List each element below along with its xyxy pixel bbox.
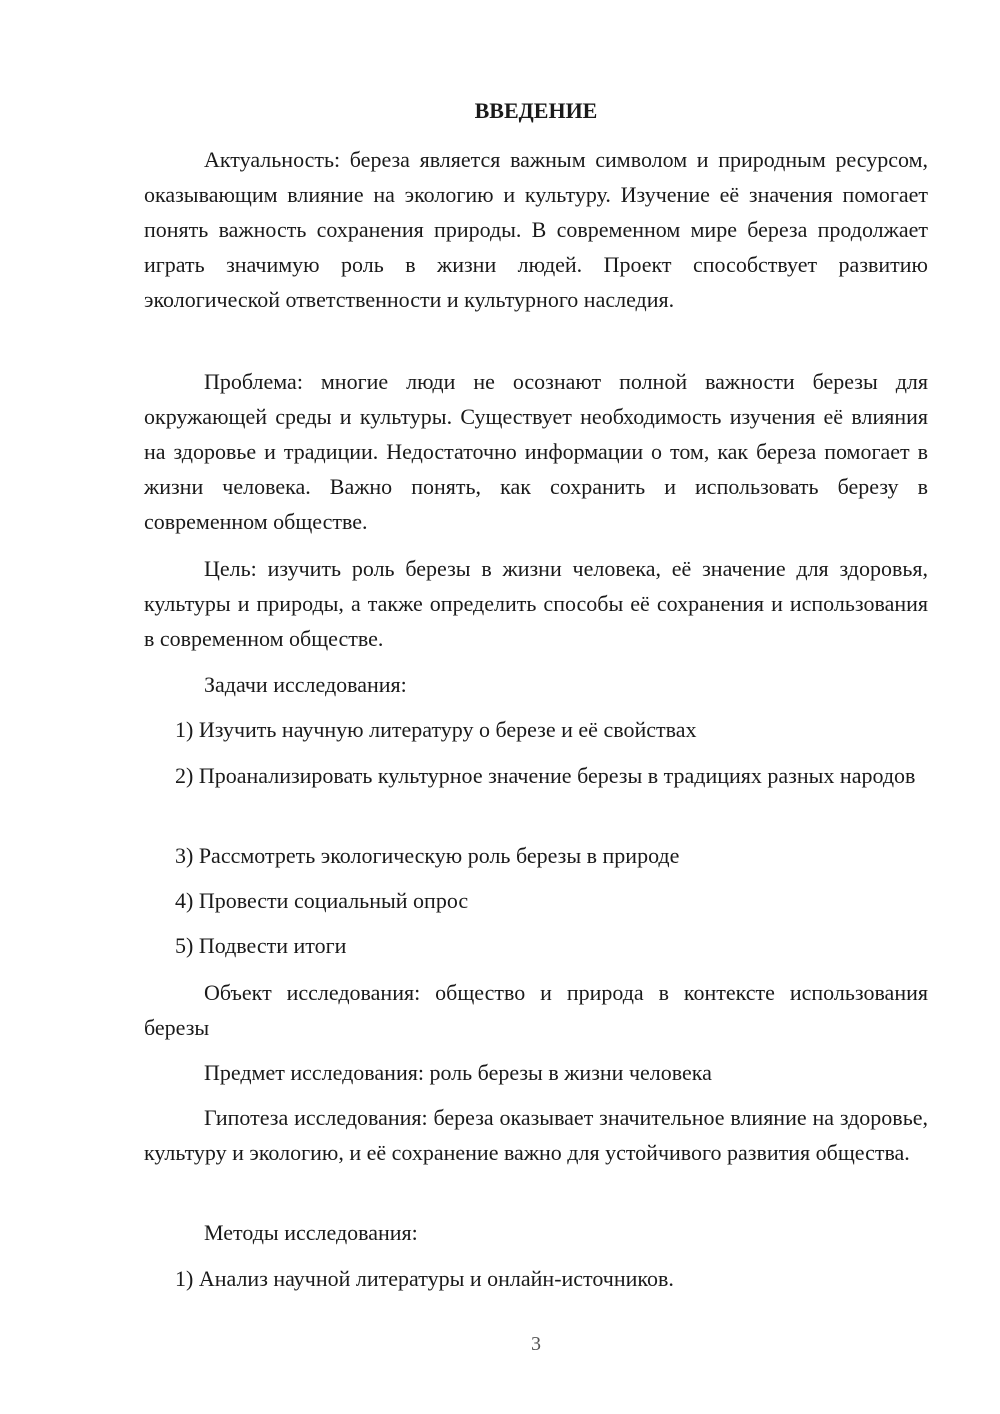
paragraph-relevance: Актуальность: береза является важным символом и природным ресурсом, оказывающим влияние на экологию и культуру. Изучение её значения помогает понять важность сохранения природы. В современном мире береза продолжает играть значимую роль в жизни людей. Проект способствует развитию экологической ответственности и культурного наследия.: [144, 147, 928, 312]
list-item-method-1: 1) Анализ научной литературы и онлайн-источников.: [175, 1266, 674, 1291]
list-item-task-1: 1) Изучить научную литературу о березе и её свойствах: [175, 717, 697, 742]
page-number: 3: [531, 1333, 541, 1355]
paragraph-hypothesis: Гипотеза исследования: береза оказывает значительное влияние на здоровье, культуру и экологию, и её сохранение важно для устойчивого развития общества.: [144, 1105, 928, 1165]
paragraph-goal: Цель: изучить роль березы в жизни человека, её значение для здоровья, культуры и природы, а также определить способы её сохранения и использования в современном обществе.: [144, 556, 928, 651]
page-title: ВВЕДЕНИЕ: [474, 98, 598, 123]
paragraph-subject: Предмет исследования: роль березы в жизни человека: [204, 1060, 712, 1085]
paragraph-object: Объект исследования: общество и природа в контексте использования березы: [144, 980, 928, 1040]
list-item-task-4: 4) Провести социальный опрос: [175, 888, 469, 913]
list-item-task-5: 5) Подвести итоги: [175, 933, 347, 958]
list-item-task-2: 2) Проанализировать культурное значение березы в традициях разных народов: [175, 763, 916, 788]
paragraph-problem: Проблема: многие люди не осознают полной важности березы для окружающей среды и культуры. Существует необходимость изучения её влияния на здоровье и традиции. Недостаточно информации о том, как береза помогает в жизни человека. Важно понять, как сохранить и использовать березу в современном обществе.: [144, 369, 928, 534]
paragraph-methods-heading: Методы исследования:: [204, 1220, 418, 1245]
paragraph-tasks-heading: Задачи исследования:: [204, 672, 407, 697]
list-item-task-3: 3) Рассмотреть экологическую роль березы в природе: [175, 843, 680, 868]
